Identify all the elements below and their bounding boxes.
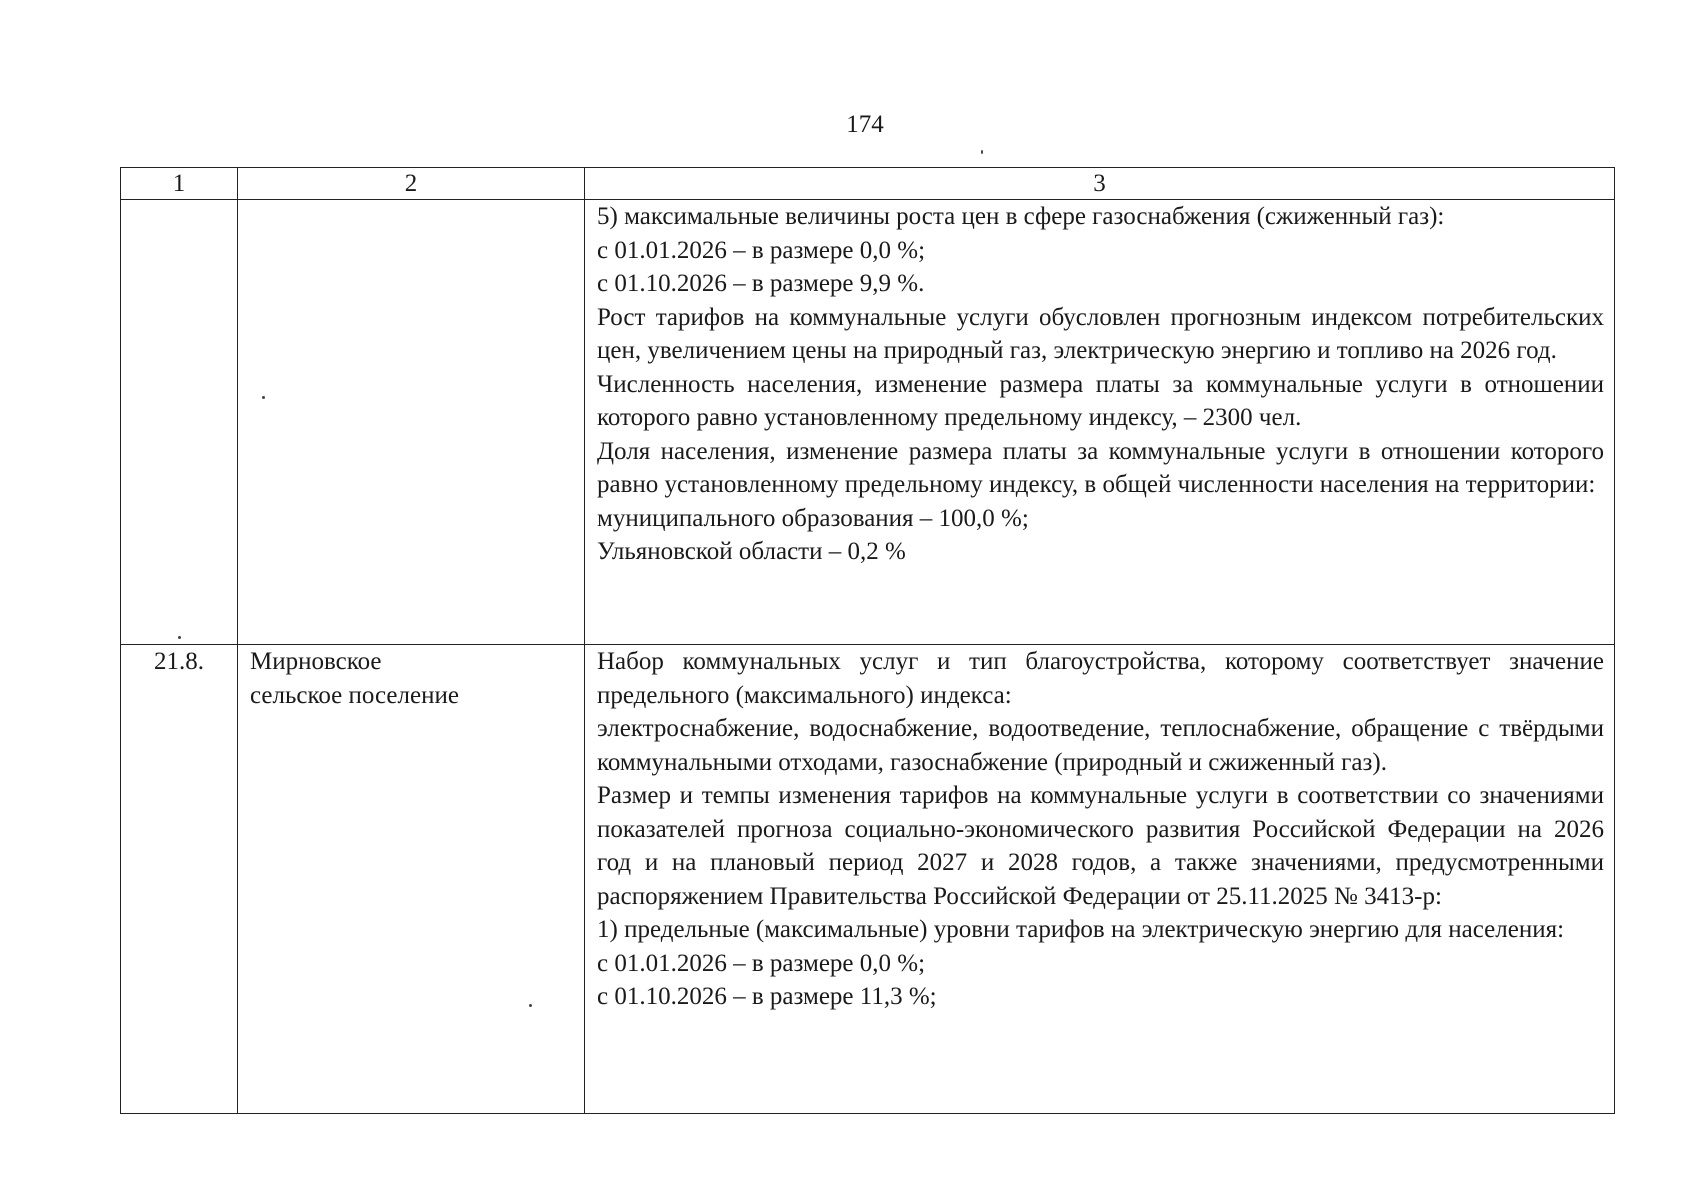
paragraph: 1) предельные (максимальные) уровни тарифов на электрическую энергию для населения: [597, 916, 1565, 943]
paragraph: с 01.01.2026 – в размере 0,0 %; [597, 949, 926, 977]
paragraph: с 01.10.2026 – в размере 9,9 %. [597, 270, 925, 297]
data-table [120, 167, 1615, 1114]
column-header-2: 2 [238, 168, 585, 200]
description-cell [585, 200, 1615, 645]
paragraph: 5) максимальные величины роста цен в сфере газоснабжения (сжиженный газ): [597, 203, 1445, 230]
municipality-name-cell [238, 645, 585, 1114]
table-header-row [121, 168, 1615, 200]
paragraph: Доля населения, изменение размера платы за коммунальные услуги в отношении которого равно установленному предельному индексу, в общей численности населения на территории: [597, 437, 1604, 498]
row-number-cell [121, 200, 238, 645]
scan-speck [981, 150, 983, 154]
page-number: 174 [846, 111, 884, 138]
paragraph: Рост тарифов на коммунальные услуги обусловлен прогнозным индексом потребительских цен, увеличением цены на природный газ, электрическую энергию и топливо на 2026 год. [597, 303, 1604, 364]
table-row [121, 645, 1615, 1114]
table-row [121, 200, 1615, 645]
paragraph: Размер и темпы изменения тарифов на коммунальные услуги в соответствии со значениями показателей прогноза социально-экономического развития Российской Федерации на 2026 год и на плановый период 2027 и 2028 годов, а также значениями, предусмотренными распоряжением Правительства Российской Федерации от 25.11.2025 № 3413-р: [597, 782, 1604, 910]
paragraph: с 01.01.2026 – в размере 0,0 %; [597, 236, 926, 264]
description-cell [585, 645, 1615, 1114]
paragraph: муниципального образования – 100,0 %; [597, 504, 1029, 532]
municipality-name-line: сельское поселение [250, 681, 459, 709]
scan-speck [178, 636, 181, 639]
scan-speck [262, 396, 265, 399]
municipality-name-line: Мирновское [250, 648, 382, 675]
paragraph: электроснабжение, водоснабжение, водоотведение, теплоснабжение, обращение с твёрдыми коммунальными отходами, газоснабжение (природный и сжиженный газ). [597, 715, 1604, 776]
paragraph: Набор коммунальных услуг и тип благоустройства, которому соответствует значение предельного (максимального) индекса: [597, 648, 1604, 709]
paragraph: Ульяновской области – 0,2 % [597, 538, 906, 565]
municipality-name-cell [238, 200, 585, 645]
paragraph: с 01.10.2026 – в размере 11,3 %; [597, 983, 937, 1010]
row-number-cell: 21.8. [121, 645, 238, 1114]
paragraph: Численность населения, изменение размера платы за коммунальные услуги в отношении которого равно установленному предельному индексу, – 2300 чел. [597, 370, 1604, 431]
scan-speck [529, 1004, 532, 1007]
column-header-1: 1 [121, 168, 238, 200]
column-header-3: 3 [585, 168, 1615, 200]
